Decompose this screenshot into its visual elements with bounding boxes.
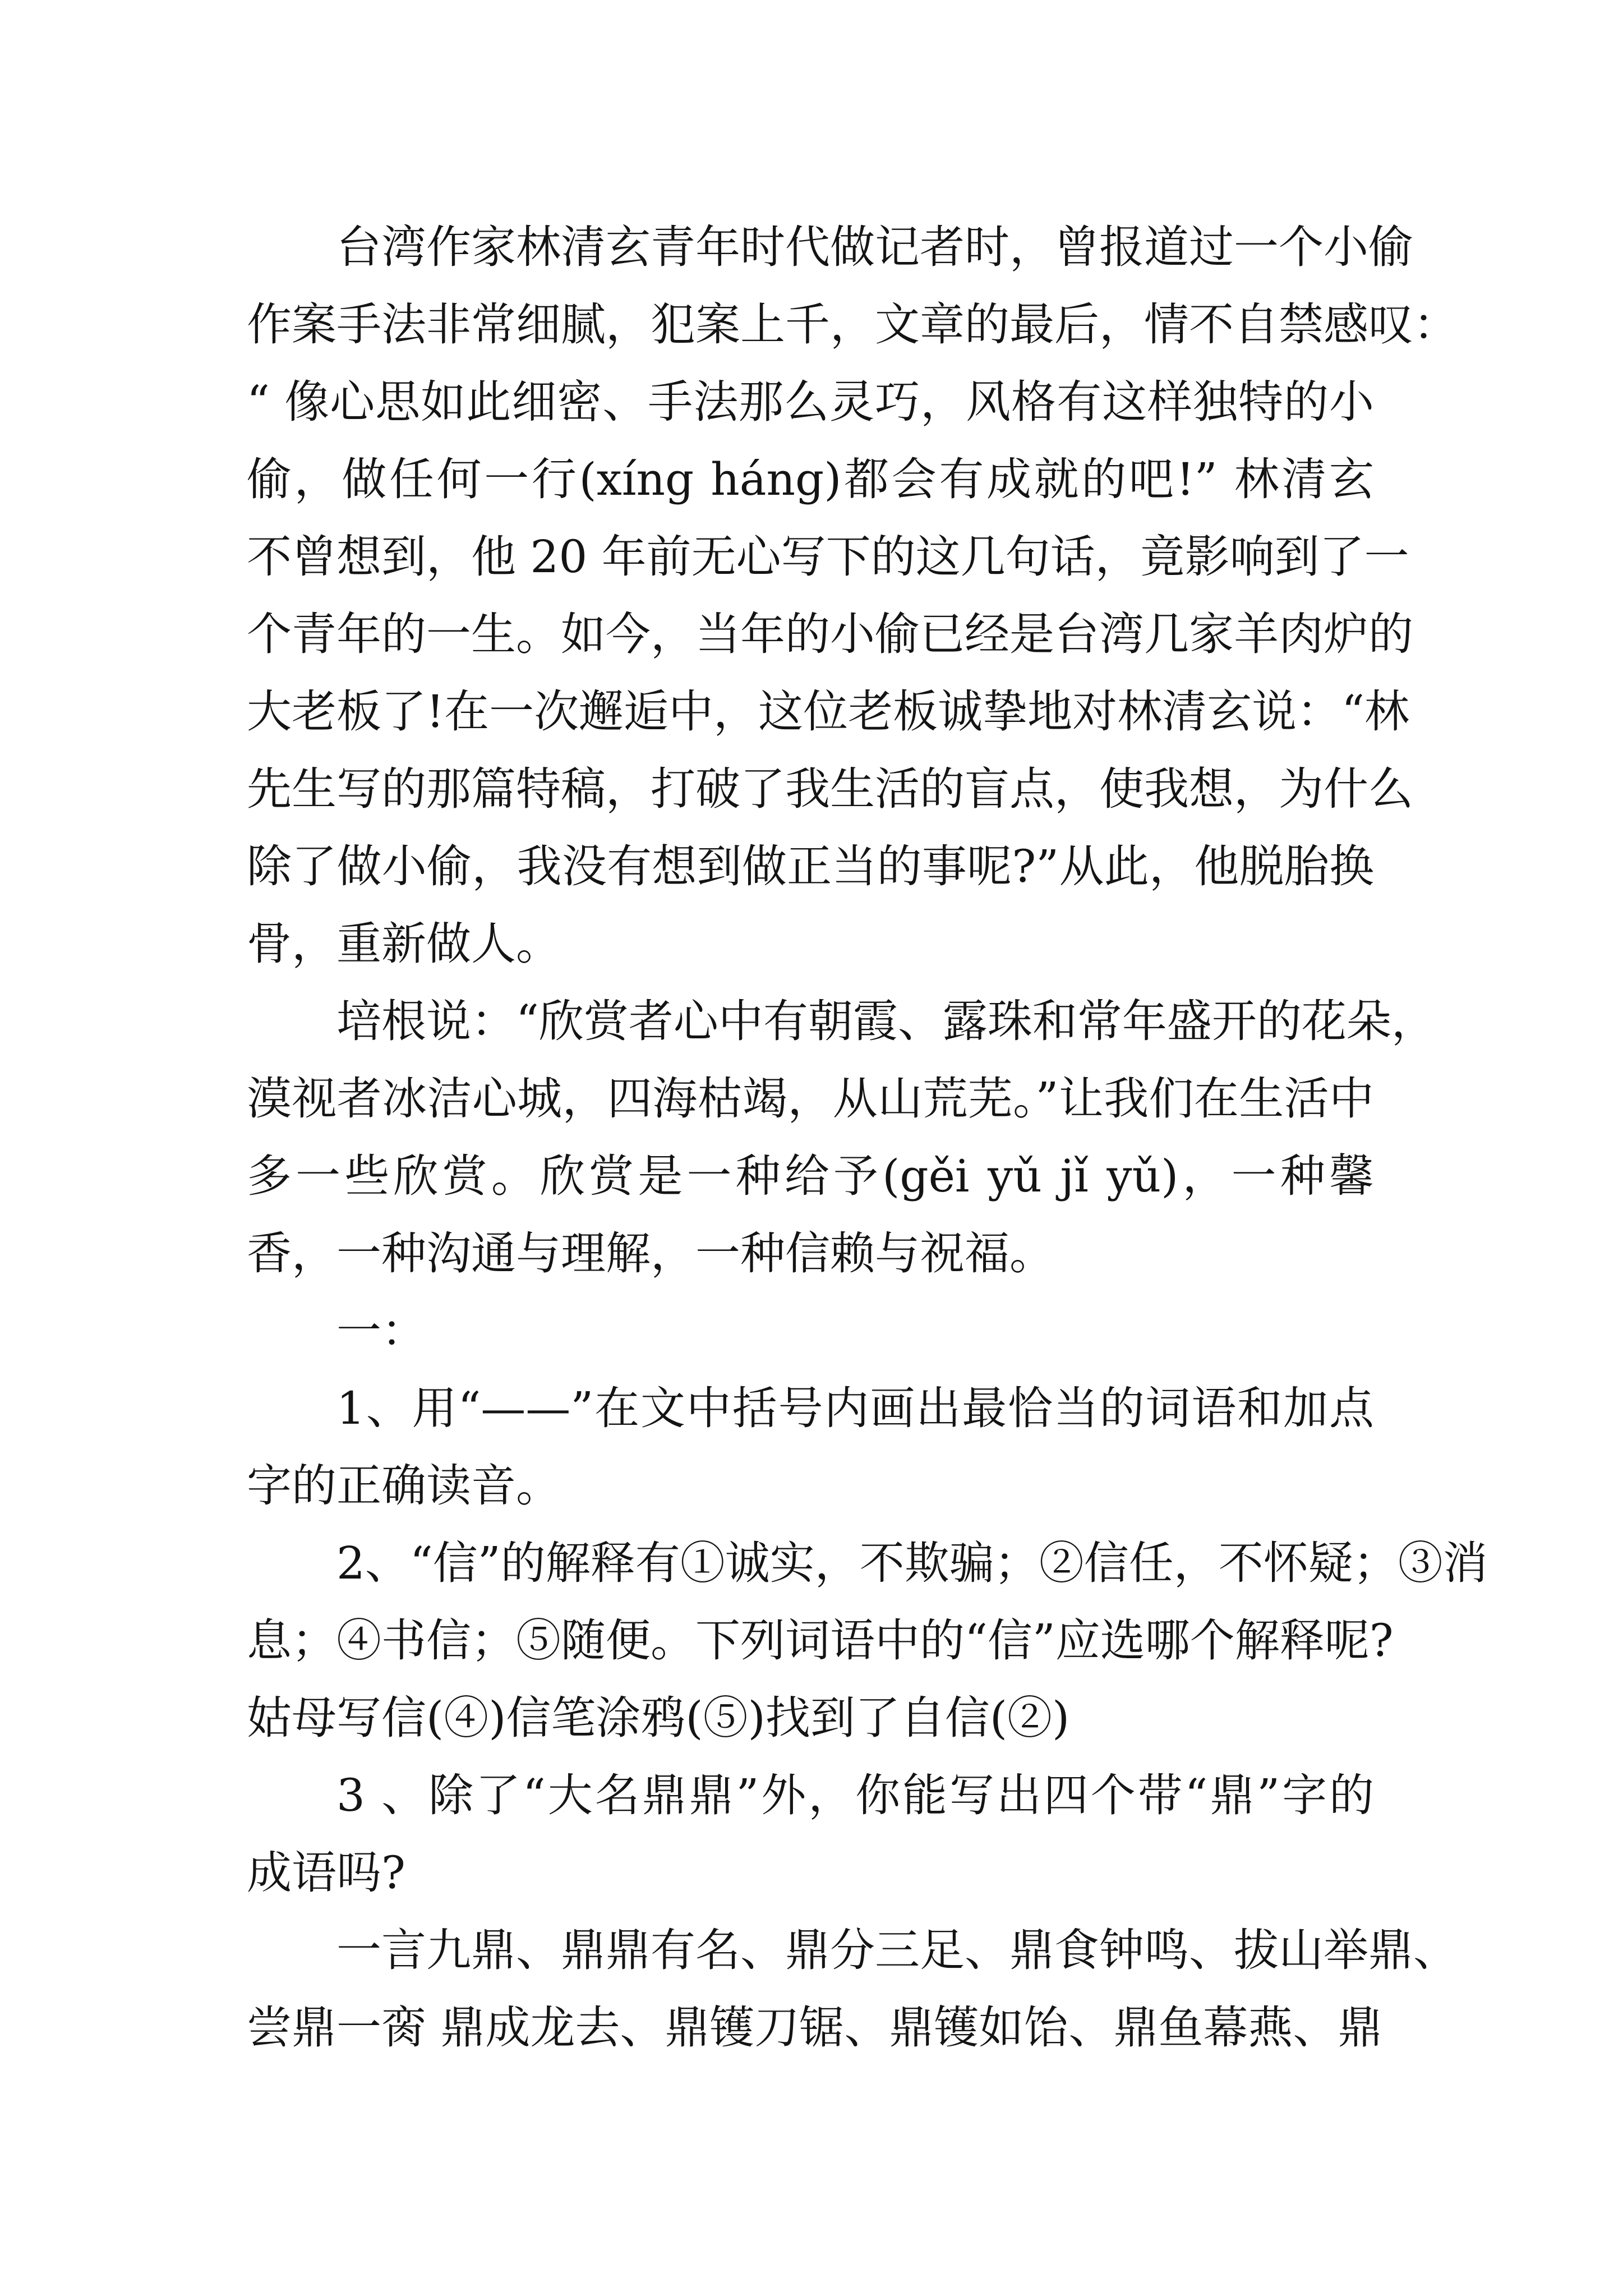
text-line: “ 像心思如此细密、手法那么灵巧，风格有这样独特的小 [247,376,1374,428]
text-line: 作案手法非常细腻，犯案上千，文章的最后，情不自禁感叹： [247,298,1458,351]
text-line: 2、“信”的解释有①诚实，不欺骗；②信任，不怀疑；③消 [336,1537,1488,1589]
text-line: 大老板了!在一次邂逅中，这位老板诚挚地对林清玄说：“林 [247,685,1410,738]
text-line: 个青年的一生。如今，当年的小偷已经是台湾几家羊肉炉的 [247,608,1413,660]
paragraph-bacon [247,983,1436,1292]
text-line: 一： [336,1305,426,1357]
text-line: 培根说：“欣赏者心中有朝霞、露珠和常年盛开的花朵， [336,995,1436,1047]
text-line: 先生写的那篇特稿，打破了我生活的盲点，使我想，为什么 [247,763,1413,815]
text-line: 台湾作家林清玄青年时代做记者时，曾报道过一个小偷 [336,221,1413,273]
question-1 [247,1370,1374,1525]
document-body [247,209,1488,2067]
text-line: 息；④书信；⑤随便。下列词语中的“信”应选哪个解释呢? [247,1614,1394,1667]
text-line: 漠视者冰洁心城，四海枯竭，从山荒芜。”让我们在生活中 [247,1073,1374,1125]
answer-idioms [247,1912,1458,2067]
text-line: 成语吗? [247,1847,405,1899]
text-line: 香，一种沟通与理解，一种信赖与祝福。 [247,1227,1054,1280]
text-line: 除了做小偷，我没有想到做正当的事呢?”从此，他脱胎换 [247,840,1374,892]
text-line: 尝鼎一脔 鼎成龙去、鼎镬刀锯、鼎镬如饴、鼎鱼幕燕、鼎 [247,2001,1383,2054]
paragraph-story [247,209,1458,983]
text-line: 不曾想到，他 20 年前无心写下的这几句话，竟影响到了一 [247,531,1409,583]
text-line: 一言九鼎、鼎鼎有名、鼎分三足、鼎食钟鸣、拔山举鼎、 [336,1924,1458,1976]
text-line: 1、用“——”在文中括号内画出最恰当的词语和加点 [336,1382,1374,1434]
text-line: 骨，重新做人。 [247,918,561,970]
text-line: 偷，做任何一行(xíng háng)都会有成就的吧!” 林清玄 [247,453,1374,505]
text-line: 姑母写信(④)信笔涂鸦(⑤)找到了自信(②) [247,1692,1070,1744]
text-line: 字的正确读音。 [247,1460,561,1512]
question-2 [247,1525,1488,1757]
text-line: 3 、除了“大名鼎鼎”外，你能写出四个带“鼎”字的 [336,1769,1374,1821]
text-line: 多一些欣赏。欣赏是一种给予(gěi yǔ jǐ yǔ)，一种馨 [247,1150,1374,1202]
section-heading-one [247,1292,1374,1370]
question-3 [247,1757,1374,1912]
